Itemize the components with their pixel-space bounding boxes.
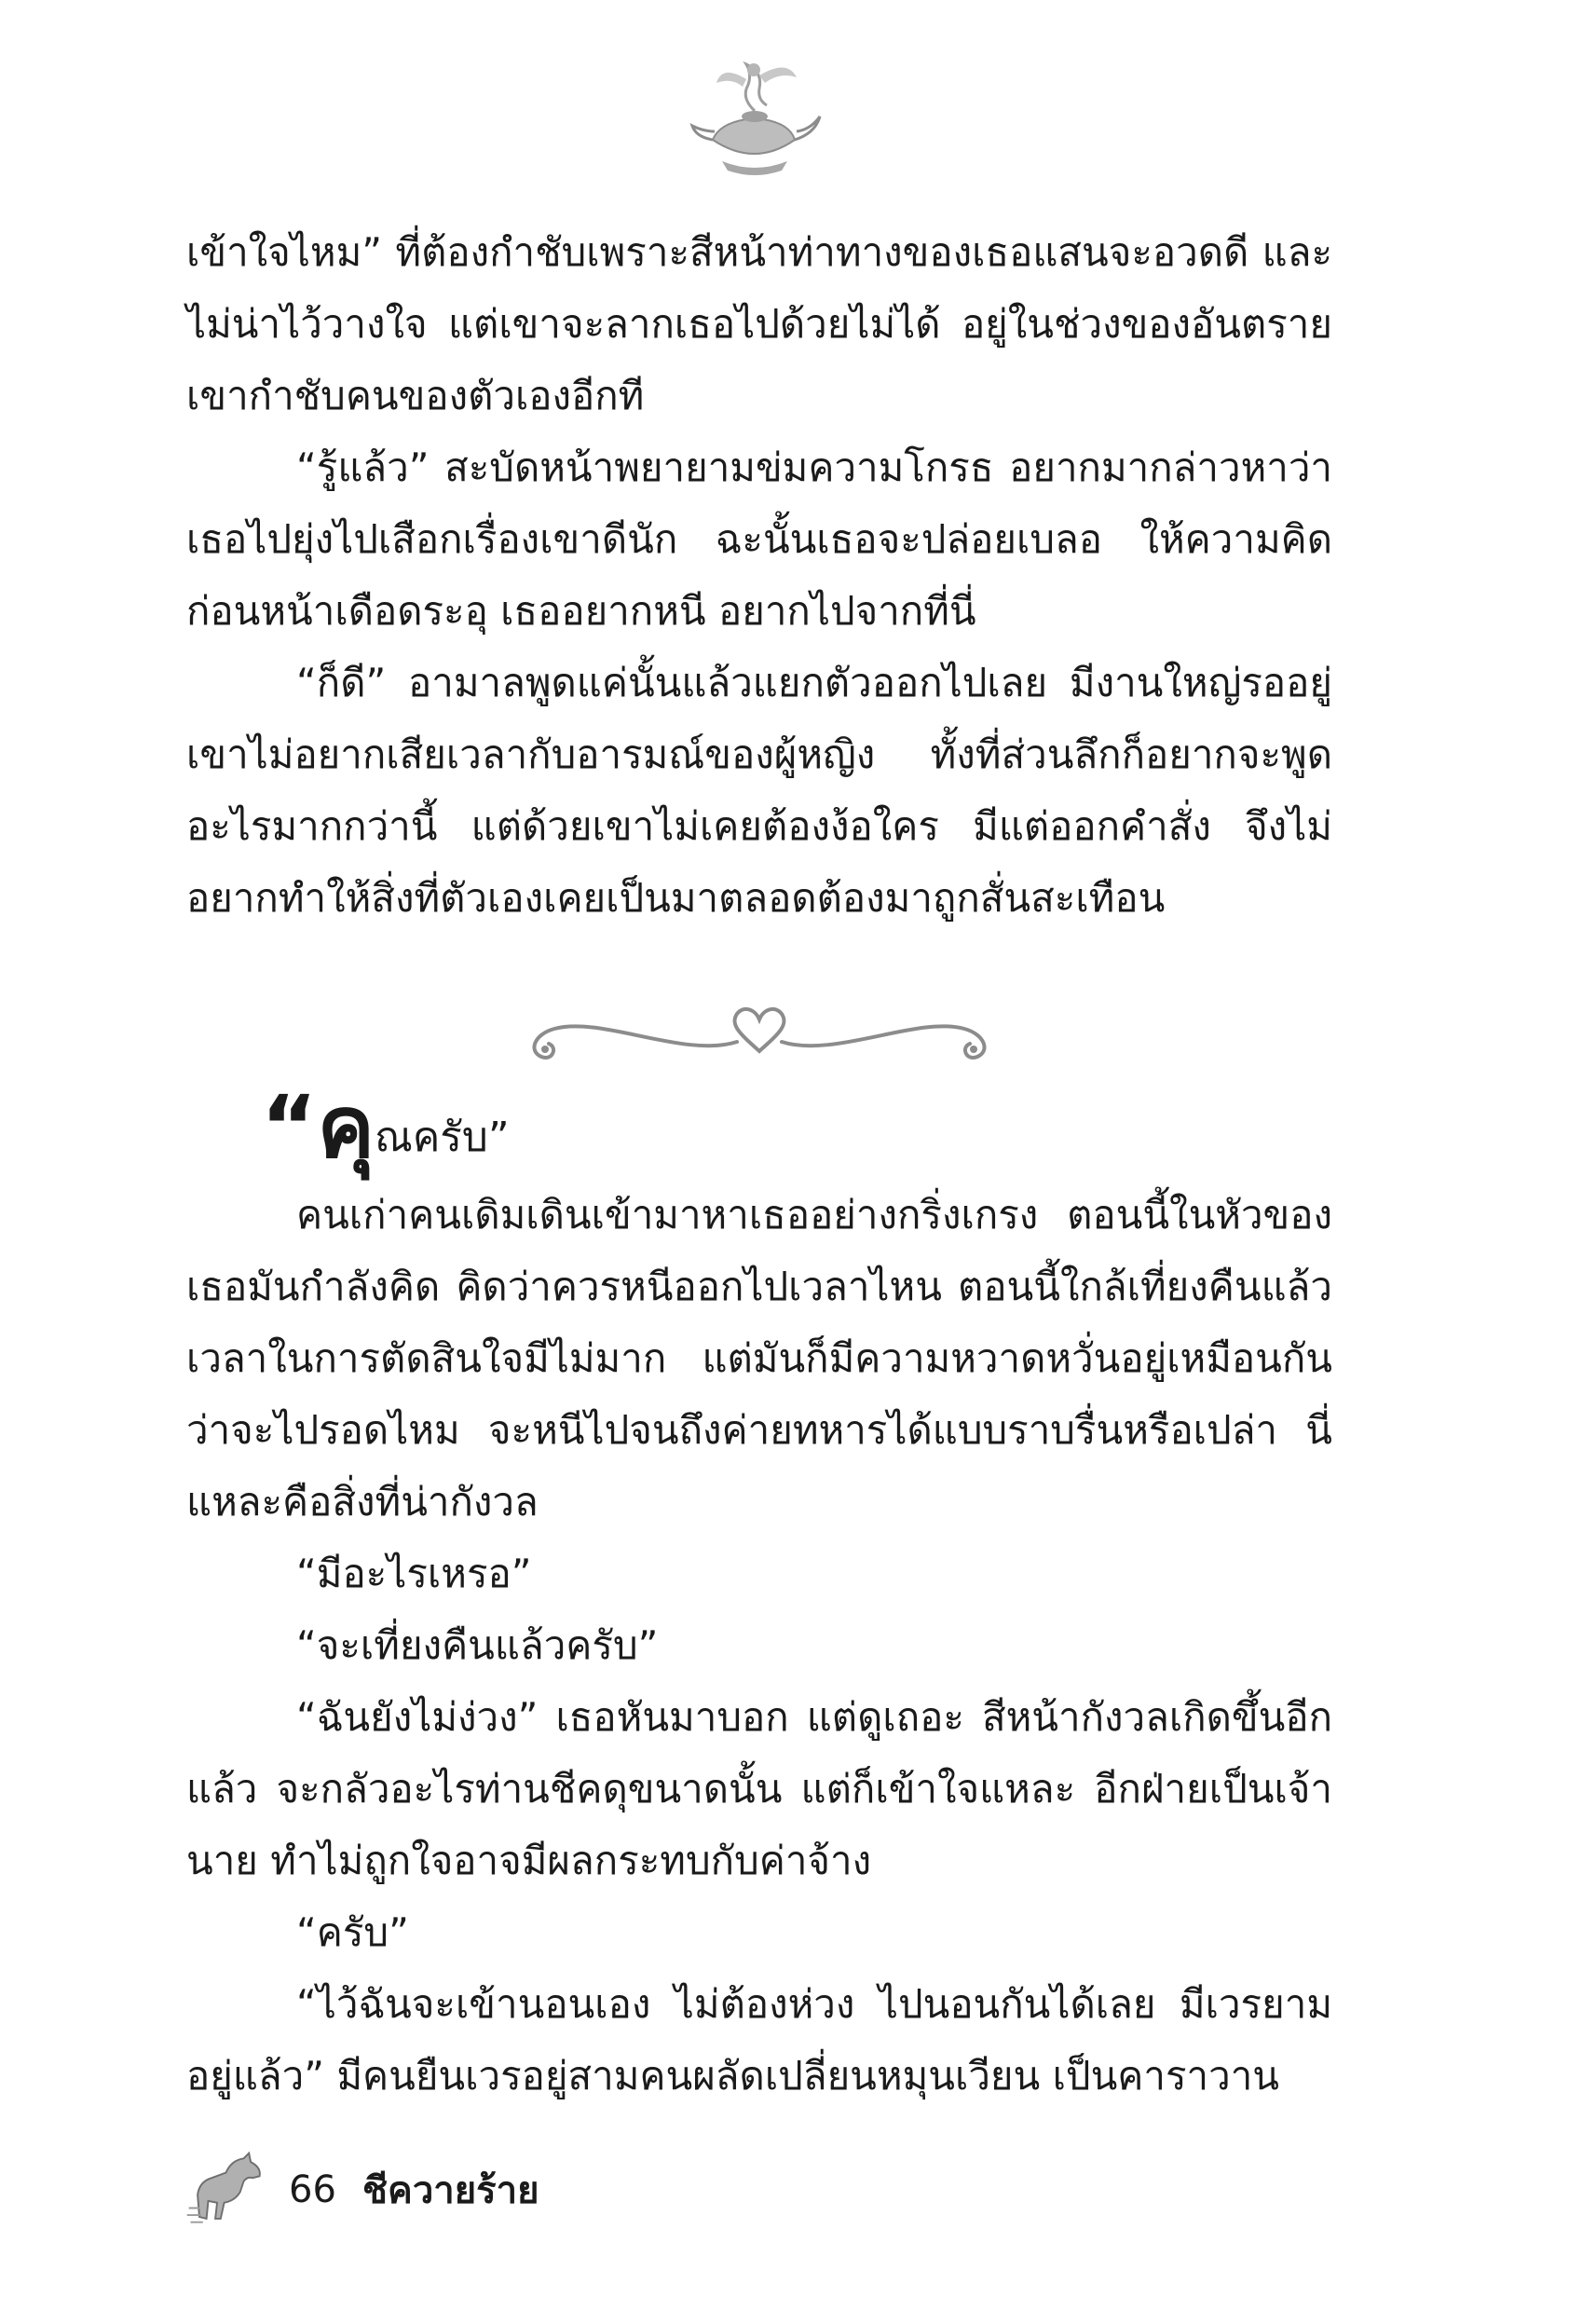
paragraph: “รู้แล้ว” สะบัดหน้าพยายามข่มความโกรธ อยากมากล่าวหาว่าเธอไปยุ่งไปเสือกเรื่องเขาดีนัก ฉะนั้นเธอจะปล่อยเบลอ ให้ความคิดก่อนหน้าเดือดระอุ เธออยากหนี อยากไปจากที่นี่: [186, 444, 1332, 634]
body-text-top: [186, 216, 1332, 934]
drop-cap: “คุ: [261, 1077, 375, 1177]
drop-cap-rest: ณครับ”: [375, 1114, 510, 1161]
paragraph: “ไว้ฉันจะเข้านอนเอง ไม่ต้องห่วง ไปนอนกันได้เลย มีเวรยามอยู่แล้ว” มีคนยืนเวรอยู่สามคนผลัดเปลี่ยนหมุนเวียน เป็นคาราวาน: [186, 1981, 1332, 2099]
paragraph: “ครับ”: [296, 1909, 409, 1955]
paragraph: “จะเที่ยงคืนแล้วครับ”: [296, 1622, 659, 1668]
paragraph: คนเก่าคนเดิมเดินเข้ามาหาเธออย่างกริ่งเกรง ตอนนี้ในหัวของเธอมันกำลังคิด คิดว่าควรหนีออกไปเวลาไหน ตอนนี้ใกล้เที่ยงคืนแล้ว เวลาในการตัดสินใจมีไม่มาก แต่มันก็มีความหวาดหวั่นอยู่เหมือนกันว่าจะไปรอดไหม จะหนีไปจนถึงค่ายทหารได้แบบราบรื่นหรือเปล่า นี่แหละคือสิ่งที่น่ากังวล: [186, 1192, 1332, 1525]
chapter-opening-line: [261, 1077, 510, 1184]
body-text-bottom: [186, 1179, 1332, 2112]
heart-scroll-divider: [517, 988, 1002, 1072]
horse-icon: [182, 2146, 270, 2235]
book-title: ชีควายร้าย: [361, 2169, 539, 2212]
paragraph: “ฉันยังไม่ง่วง” เธอหันมาบอก แต่ดูเถอะ สีหน้ากังวลเกิดขึ้นอีกแล้ว จะกลัวอะไรท่านชีคดุขนาดนั้น แต่ก็เข้าใจแหละ อีกฝ่ายเป็นเจ้านาย ทำไม่ถูกใจอาจมีผลกระทบกับค่าจ้าง: [186, 1694, 1332, 1883]
paragraph: “ก็ดี” อามาลพูดแค่นั้นแล้วแยกตัวออกไปเลย มีงานใหญ่รออยู่ เขาไม่อยากเสียเวลากับอารมณ์ของผู้หญิง ทั้งที่ส่วนลึกก็อยากจะพูดอะไรมากกว่านี้ แต่ด้วยเขาไม่เคยต้องง้อใคร มีแต่ออกคำสั่ง จึงไม่อยากทำให้สิ่งที่ตัวเองเคยเป็นมาตลอดต้องมาถูกสั่นสะเทือน: [186, 660, 1332, 921]
paragraph: เข้าใจไหม” ที่ต้องกำชับเพราะสีหน้าท่าทางของเธอแสนจะอวดดี และไม่น่าไว้วางใจ แต่เขาจะลากเธอไปด้วยไม่ได้ อยู่ในช่วงของอันตราย เขากำชับคนของตัวเองอีกที: [186, 229, 1332, 418]
paragraph: “มีอะไรเหรอ”: [296, 1551, 532, 1596]
genie-lamp-icon: [685, 51, 825, 182]
page-footer: [182, 2143, 539, 2236]
page-number: 66: [289, 2168, 336, 2211]
